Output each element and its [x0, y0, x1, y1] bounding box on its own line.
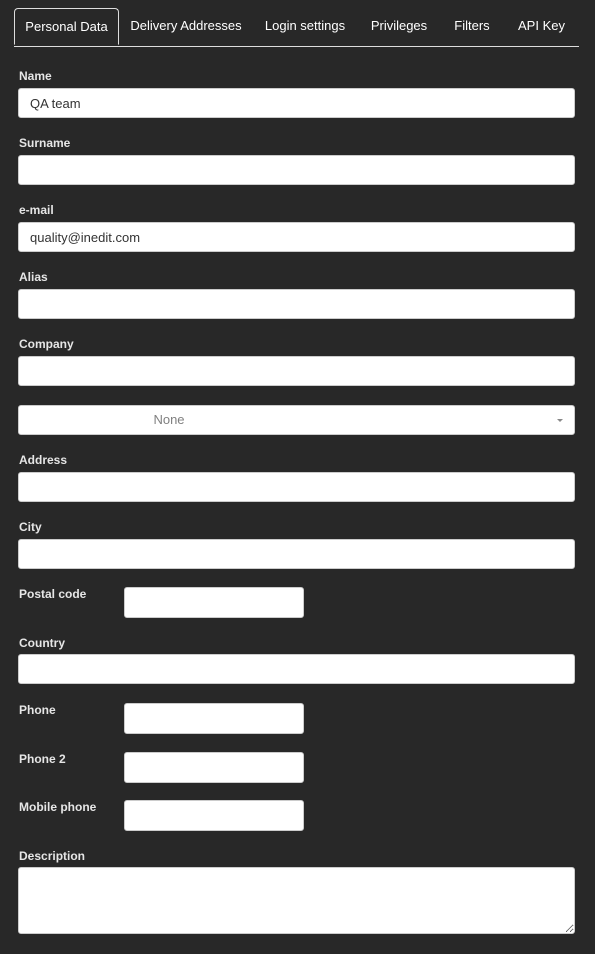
mobile-phone-input[interactable]	[124, 800, 304, 831]
surname-input[interactable]	[18, 155, 575, 185]
description-label: Description	[19, 849, 86, 863]
mobile-phone-label: Mobile phone	[19, 800, 97, 814]
alias-label: Alias	[19, 270, 48, 284]
country-label: Country	[19, 636, 65, 650]
tab-delivery-addresses[interactable]: Delivery Addresses	[130, 18, 242, 33]
country-input[interactable]	[18, 654, 575, 684]
postal-code-label: Postal code	[19, 587, 87, 601]
phone2-label: Phone 2	[19, 752, 66, 766]
phone2-input[interactable]	[124, 752, 304, 783]
company-label: Company	[19, 337, 74, 351]
tab-login-settings[interactable]: Login settings	[264, 18, 346, 33]
city-input[interactable]	[18, 539, 575, 569]
email-input[interactable]	[18, 222, 575, 252]
tab-personal-data[interactable]: Personal Data	[14, 8, 119, 45]
name-label: Name	[19, 69, 52, 83]
address-input[interactable]	[18, 472, 575, 502]
company-input[interactable]	[18, 356, 575, 386]
postal-code-input[interactable]	[124, 587, 304, 618]
description-textarea[interactable]	[18, 867, 575, 934]
surname-label: Surname	[19, 136, 71, 150]
phone-label: Phone	[19, 703, 56, 717]
phone-input[interactable]	[124, 703, 304, 734]
name-input[interactable]	[18, 88, 575, 118]
tab-api-key[interactable]: API Key	[518, 18, 565, 33]
alias-input[interactable]	[18, 289, 575, 319]
tab-bar	[14, 8, 579, 47]
email-label: e-mail	[19, 203, 54, 217]
company-select[interactable]	[18, 405, 575, 435]
tab-privileges[interactable]: Privileges	[370, 18, 428, 33]
tab-filters[interactable]: Filters	[454, 18, 490, 33]
caret-down-icon	[557, 419, 563, 422]
city-label: City	[19, 520, 42, 534]
address-label: Address	[19, 453, 68, 467]
company-select-value: None	[153, 412, 185, 427]
